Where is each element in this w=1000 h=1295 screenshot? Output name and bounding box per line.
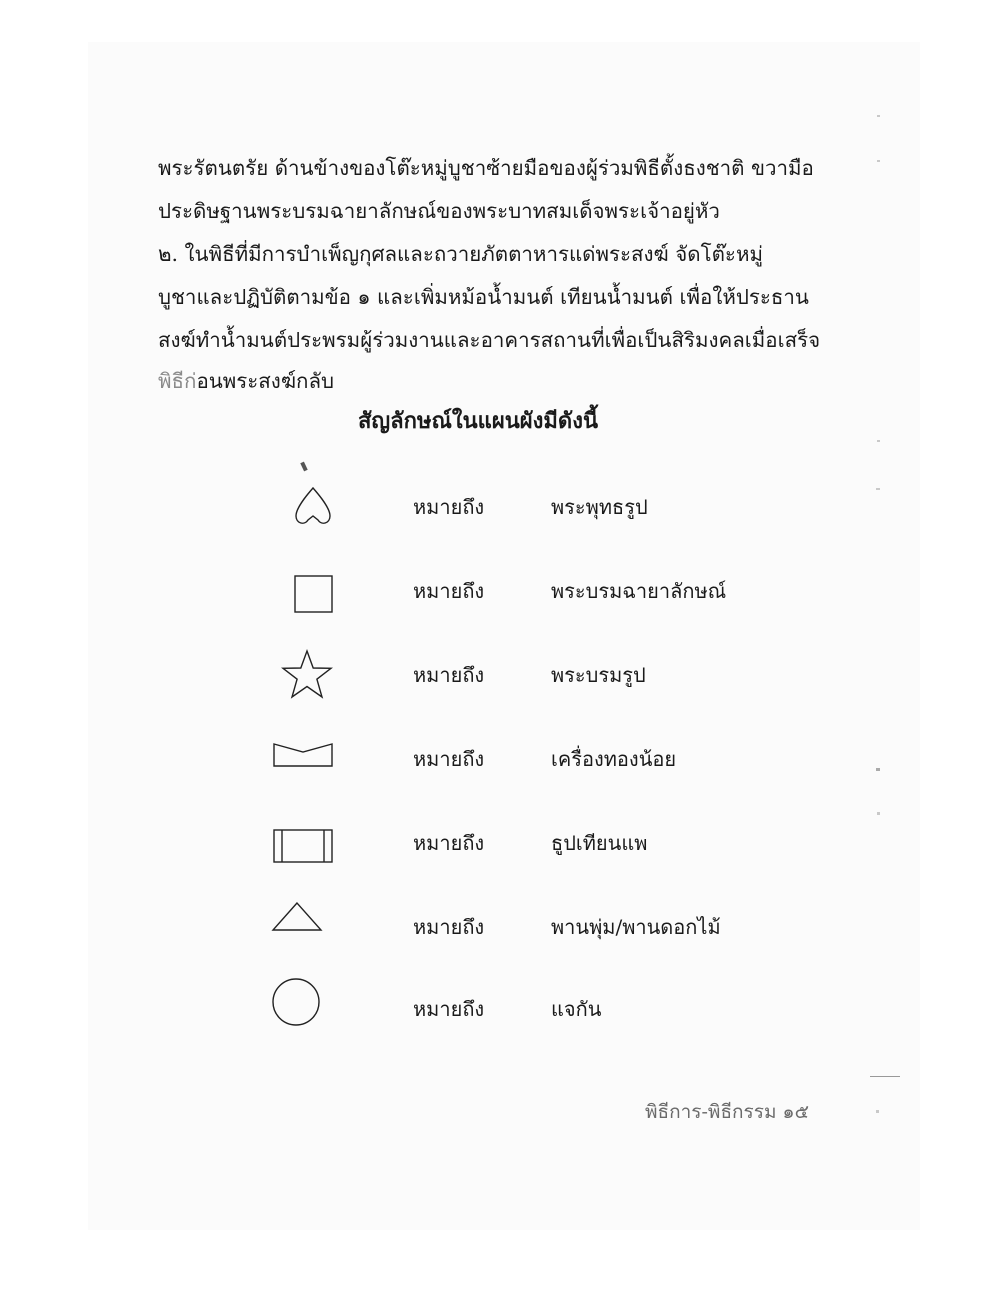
paragraph-line-5: สงฆ์ทำน้ำมนต์ประพรมผู้ร่วมงานและอาคารสถานที่เพื่อเป็นสิริมงคลเมื่อเสร็จ — [158, 328, 821, 352]
scan-speck — [876, 488, 880, 490]
legend-item — [0, 816, 1000, 876]
legend-item — [0, 900, 1000, 960]
paragraph-line-6 — [158, 366, 334, 396]
meaning-label: พระพุทธรูป — [551, 495, 648, 519]
circle-icon — [262, 974, 342, 1034]
page-footer: พิธีการ-พิธีกรรม ๑๕ — [645, 1101, 809, 1123]
notched-rectangle-icon — [262, 732, 342, 792]
scan-speck — [877, 160, 880, 162]
heart-drop-icon — [262, 480, 342, 540]
means-label: หมายถึง — [413, 579, 485, 603]
legend-item — [0, 648, 1000, 708]
legend-item — [0, 564, 1000, 624]
paragraph-line-3: ๒. ในพิธีที่มีการบำเพ็ญกุศลและถวายภัตตาหารแด่พระสงฆ์ จัดโต๊ะหมู่ — [158, 242, 763, 266]
paragraph-line-2: ประดิษฐานพระบรมฉายาลักษณ์ของพระบาทสมเด็จพระเจ้าอยู่หัว — [158, 199, 720, 223]
meaning-label: เครื่องทองน้อย — [551, 747, 677, 771]
scan-speck — [877, 812, 880, 815]
meaning-label: พระบรมรูป — [551, 663, 646, 687]
meaning-label: แจกัน — [551, 997, 602, 1021]
meaning-label: พระบรมฉายาลักษณ์ — [551, 579, 727, 603]
square-icon — [262, 564, 342, 624]
scan-speck — [876, 1110, 879, 1113]
means-label: หมายถึง — [413, 663, 485, 687]
triangle-icon — [262, 900, 342, 960]
legend-item — [0, 732, 1000, 792]
scan-speck — [876, 768, 880, 771]
faded-text: พิธีก — [158, 369, 197, 393]
legend-item — [0, 974, 1000, 1034]
meaning-label: ธูปเทียนแพ — [551, 831, 648, 855]
star-icon — [262, 648, 342, 708]
means-label: หมายถึง — [413, 831, 485, 855]
paragraph-line-1: พระรัตนตรัย ด้านข้างของโต๊ะหมู่บูชาซ้ายมือของผู้ร่วมพิธีตั้งธงชาติ ขวามือ — [158, 156, 814, 180]
meaning-label: พานพุ่ม/พานดอกไม้ — [551, 915, 721, 939]
means-label: หมายถึง — [413, 747, 485, 771]
means-label: หมายถึง — [413, 915, 485, 939]
legend-item — [0, 480, 1000, 540]
means-label: หมายถึง — [413, 997, 485, 1021]
legend-title: สัญลักษณ์ในแผนผังมีดังนี้ — [358, 408, 598, 434]
framed-rectangle-icon — [262, 816, 342, 876]
scan-speck — [877, 440, 880, 442]
means-label: หมายถึง — [413, 495, 485, 519]
scan-speck — [870, 1076, 900, 1077]
scan-speck — [877, 115, 880, 117]
paragraph-line-4: บูชาและปฏิบัติตามข้อ ๑ และเพิ่มหม้อน้ำมนต์ เทียนน้ำมนต์ เพื่อให้ประธาน — [158, 285, 809, 309]
line-text: ่อนพระสงฆ์กลับ — [196, 369, 335, 393]
